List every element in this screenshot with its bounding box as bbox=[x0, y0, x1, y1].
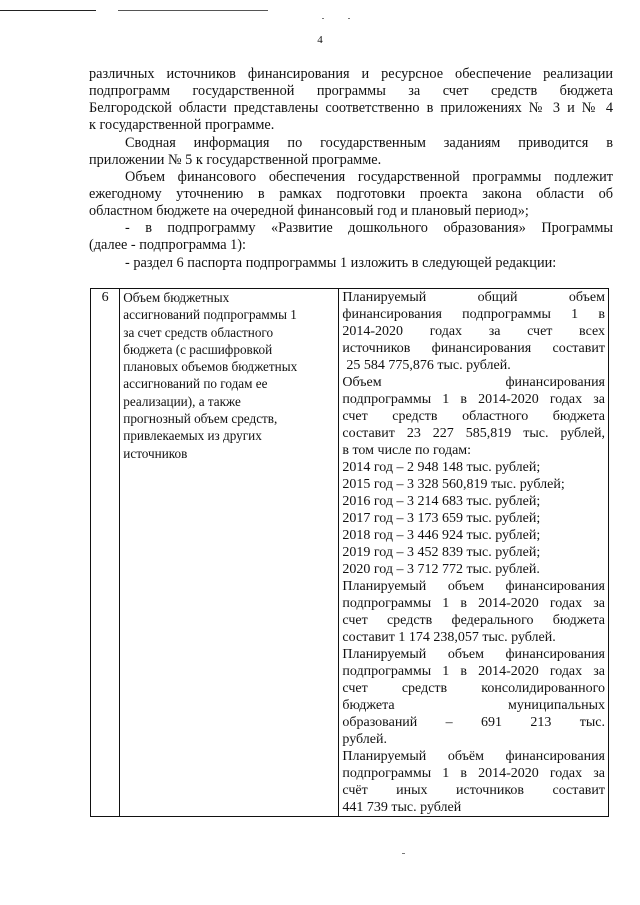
detail-line: образований – 691 213 тыс. bbox=[342, 715, 605, 730]
paragraph-annual-adjustment bbox=[89, 169, 613, 220]
detail-line: финансирования подпрограммы 1 в bbox=[342, 307, 605, 322]
scan-speck bbox=[348, 18, 350, 19]
paragraph-section-six-intro bbox=[89, 255, 613, 272]
detail-line: составит 1 174 238,057 тыс. рублей. bbox=[342, 630, 556, 645]
text-line: - в подпрограмму «Развитие дошкольного образования» Программы bbox=[125, 220, 613, 236]
label-line: источников bbox=[123, 445, 188, 461]
scan-speck bbox=[322, 18, 324, 19]
year-line: 2019 год – 3 452 839 тыс. рублей; bbox=[342, 545, 541, 560]
label-line: привлекаемых из других bbox=[123, 428, 262, 444]
table-row bbox=[91, 289, 609, 817]
yearly-breakdown-block bbox=[342, 459, 605, 578]
year-line: 2014 год – 2 948 148 тыс. рублей; bbox=[342, 460, 541, 475]
scan-edge-line bbox=[0, 10, 96, 11]
detail-line: бюджета муниципальных bbox=[342, 698, 605, 713]
year-line: 2020 год – 3 712 772 тыс. рублей. bbox=[342, 562, 540, 577]
detail-line: счёт иных источников составит bbox=[342, 783, 605, 798]
text-line: приложении № 5 к государственной программе. bbox=[89, 152, 382, 168]
text-line: Объем финансового обеспечения государственной программы подлежит bbox=[125, 169, 613, 185]
other-sources-block bbox=[342, 748, 605, 816]
year-line: 2017 год – 3 173 659 тыс. рублей; bbox=[342, 511, 541, 526]
detail-line: в том числе по годам: bbox=[342, 443, 472, 458]
paragraph-subprogram-amendment bbox=[89, 220, 613, 254]
detail-line: Планируемый объём финансирования bbox=[342, 749, 605, 764]
detail-line: подпрограммы 1 в 2014-2020 годах за bbox=[342, 596, 605, 611]
detail-line: Планируемый объем финансирования bbox=[342, 579, 605, 594]
label-line: прогнозный объем средств, bbox=[123, 411, 278, 427]
regional-budget-block bbox=[342, 374, 605, 459]
label-line: плановых объемов бюджетных bbox=[123, 359, 298, 375]
label-line: реализации), а также bbox=[123, 393, 241, 409]
detail-line: подпрограммы 1 в 2014-2020 годах за bbox=[342, 392, 605, 407]
detail-line: 441 739 тыс. рублей bbox=[342, 800, 462, 815]
year-line: 2018 год – 3 446 924 тыс. рублей; bbox=[342, 528, 541, 543]
label-line: за счет средств областного bbox=[123, 324, 274, 340]
paragraph-state-assignments bbox=[89, 135, 613, 169]
funding-details-cell bbox=[339, 289, 609, 817]
detail-line: подпрограммы 1 в 2014-2020 годах за bbox=[342, 766, 605, 781]
text-line: ежегодному уточнению в рамках подготовки проекта закона области об bbox=[89, 186, 613, 202]
text-line: Белгородской области представлены соответственно в приложениях № 3 и № 4 bbox=[89, 100, 613, 116]
detail-line: счет средств консолидированного bbox=[342, 681, 605, 696]
scan-speck bbox=[402, 853, 405, 854]
passport-table bbox=[90, 288, 609, 817]
text-line: областном бюджете на очередной финансовый год и плановый период»; bbox=[89, 203, 529, 219]
text-line: Сводная информация по государственным заданиям приводится в bbox=[125, 135, 613, 151]
text-line: (далее - подпрограмма 1): bbox=[89, 237, 247, 253]
text-line: подпрограмм государственной программы за счет средств бюджета bbox=[89, 83, 613, 99]
year-line: 2016 год – 3 214 683 тыс. рублей; bbox=[342, 494, 541, 509]
detail-line: Планируемый объем финансирования bbox=[342, 647, 605, 662]
detail-line: источников финансирования составит bbox=[342, 341, 605, 356]
text-line: - раздел 6 паспорта подпрограммы 1 изложить в следующей редакции: bbox=[125, 255, 557, 271]
municipal-budget-block bbox=[342, 646, 605, 748]
detail-line: Объем финансирования bbox=[342, 375, 605, 390]
page-number: 4 bbox=[317, 34, 323, 46]
label-line: бюджета (с расшифровкой bbox=[123, 341, 273, 357]
federal-budget-block bbox=[342, 578, 605, 646]
text-line: различных источников финансирования и ресурсное обеспечение реализации bbox=[89, 66, 613, 82]
detail-line: подпрограммы 1 в 2014-2020 годах за bbox=[342, 664, 605, 679]
year-line: 2015 год – 3 328 560,819 тыс. рублей; bbox=[342, 477, 565, 492]
scan-edge-line bbox=[118, 10, 268, 11]
label-line: Объем бюджетных bbox=[123, 290, 230, 305]
detail-line: 25 584 775,876 тыс. рублей. bbox=[346, 358, 511, 373]
detail-line: рублей. bbox=[342, 732, 387, 747]
row-number-cell: 6 bbox=[91, 289, 120, 817]
detail-line: Планируемый общий объем bbox=[342, 290, 605, 305]
paragraph-funding-sources bbox=[89, 66, 613, 134]
text-line: к государственной программе. bbox=[89, 117, 275, 133]
total-funding-block bbox=[342, 289, 605, 374]
detail-line: 2014-2020 годах за счет всех bbox=[342, 324, 605, 339]
label-cell bbox=[120, 289, 339, 817]
label-line: ассигнований по годам ее bbox=[123, 376, 268, 392]
detail-line: счет средств федерального бюджета bbox=[342, 613, 605, 628]
label-line: ассигнований подпрограммы 1 bbox=[123, 307, 297, 323]
detail-line: составит 23 227 585,819 тыс. рублей, bbox=[342, 426, 605, 441]
detail-line: счет средств областного бюджета bbox=[342, 409, 605, 424]
